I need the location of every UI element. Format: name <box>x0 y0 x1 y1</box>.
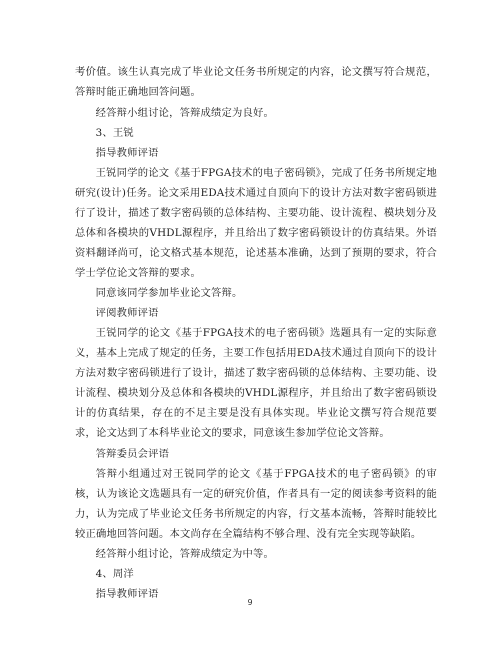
page-number: 9 <box>247 598 253 607</box>
section-heading-advisor-comment: 指导教师评语 <box>95 146 159 159</box>
section-heading-committee-comment: 答辩委员会评语 <box>95 447 170 460</box>
paragraph-grade-summary: 经答辩小组讨论，答辩成绩定为中等。 <box>95 548 275 560</box>
section-heading-advisor-comment: 指导教师评语 <box>95 588 159 600</box>
paragraph-grade-summary: 经答辩小组讨论，答辩成绩定为良好。 <box>95 106 275 119</box>
paragraph-advisor-comment: 王锐同学的论文《基于FPGA技术的电子密码锁》，完成了任务书所规定地研究(设计)任务。论文采用EDA技术通过自顶向下的设计方法对数字密码锁进行了设计，描述了数字密码锁的总体结构、主要功能、设计流程、模块划分及总体和各模块的VHDL源程序，并且给出了数字密码锁设计的仿真结果。外语资料翻译尚可，论文格式基本规范，论述基本准确，达到了预期的要求，符合学士学位论文答辩的要求。 <box>75 166 437 279</box>
paragraph-reviewer-comment: 王锐同学的论文《基于FPGA技术的电子密码锁》选题具有一定的实际意义，基本上完成了规定的任务，主要工作包括用EDA技术通过自顶向下的设计方法对数字密码锁进行了设计，描述了数字密码锁的总体结构、主要功能、设计流程、模块划分及总体和各模块的VHDL源程序，并且给出了数字密码锁设计的仿真结果，存在的不足主要是没有具体实现。毕业论文撰写符合规范要求，论文达到了本科毕业论文的要求，同意该生参加学位论文答辩。 <box>75 327 437 439</box>
paragraph-continuation: 考价值。该生认真完成了毕业论文任务书所规定的内容，论文撰写符合规范，答辩时能正确地回答问题。 <box>75 66 437 98</box>
document-body <box>75 62 437 604</box>
student-heading: 4、周洋 <box>95 568 134 580</box>
section-heading-reviewer-comment: 评阅教师评语 <box>95 307 159 319</box>
paragraph-committee-comment: 答辩小组通过对王锐同学的论文《基于FPGA技术的电子密码锁》的审核，认为该论文选题具有一定的研究价值，作者具有一定的阅读参考资料的能力，认为完成了毕业论文任务书所规定的内容，行文基本流畅，答辩时能较比较正确地回答问题。本文尚存在全篇结构不够合理、没有完全实现等缺陷。 <box>75 467 437 540</box>
paragraph-approval: 同意该同学参加毕业论文答辩。 <box>95 287 243 299</box>
student-heading: 3、王锐 <box>95 126 134 139</box>
